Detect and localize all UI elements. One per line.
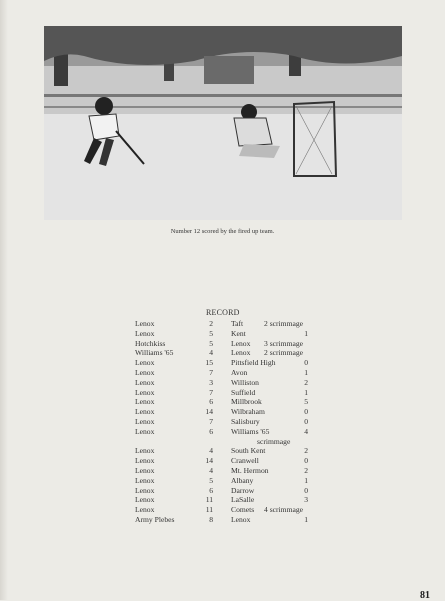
record-row	[0, 407, 445, 417]
record-team: Lenox	[135, 475, 155, 485]
record-row	[0, 505, 445, 515]
record-score: 3	[209, 377, 213, 387]
record-score: 2	[209, 319, 213, 328]
record-note: scrimmage	[257, 436, 291, 446]
record-team: Lenox	[135, 397, 155, 407]
record-team: Lenox	[135, 358, 155, 368]
record-opponent: Cranwell	[231, 456, 259, 466]
record-opponent: Millbrook	[231, 397, 262, 407]
record-team: Lenox	[135, 426, 155, 436]
record-score: 15	[205, 358, 213, 368]
record-row	[0, 515, 445, 525]
record-score: 7	[209, 368, 213, 377]
record-team: Lenox	[135, 466, 155, 475]
record-row	[0, 339, 445, 349]
record-opponent: Mt. Hermon	[231, 466, 269, 475]
record-score: 4	[209, 466, 213, 475]
record-row	[0, 378, 445, 388]
record-team: Lenox	[135, 319, 155, 328]
record-score: 4	[209, 446, 213, 456]
record-opponent: Albany	[231, 475, 254, 485]
record-row	[0, 388, 445, 398]
record-score: 11	[205, 495, 213, 505]
record-score: 14	[205, 456, 213, 466]
record-row	[0, 348, 445, 358]
page-number: 81	[420, 590, 430, 601]
record-row	[0, 358, 445, 368]
record-team: Lenox	[135, 328, 155, 338]
record-opponent: Darrow	[231, 485, 255, 495]
record-row	[0, 486, 445, 496]
record-title: RECORD	[206, 308, 240, 317]
record-opponent: Williams '65	[231, 426, 270, 436]
record-team: Lenox	[135, 377, 155, 387]
record-team: Lenox	[135, 407, 155, 417]
hockey-photo-illustration	[44, 26, 402, 220]
record-team: Army Plebes	[135, 515, 175, 524]
photo-caption: Number 12 scored by the fired up team.	[170, 228, 275, 235]
record-opponent-score: 0	[304, 407, 308, 417]
record-opponent: Wilbraham	[231, 407, 265, 417]
record-note-row	[0, 437, 445, 447]
record-score: 5	[209, 475, 213, 485]
record-score: 11	[205, 505, 213, 515]
record-row	[0, 397, 445, 407]
record-row	[0, 329, 445, 339]
record-row	[0, 319, 445, 329]
record-opponent: Taft	[231, 319, 244, 328]
record-opponent-score: 2 scrimmage	[264, 319, 304, 328]
record-opponent: Lenox	[231, 515, 251, 524]
record-opponent-score: 1	[304, 328, 308, 338]
record-opponent: Lenox	[231, 338, 251, 348]
hockey-photo	[44, 26, 402, 220]
record-score: 6	[209, 485, 213, 495]
record-opponent: Kent	[231, 328, 246, 338]
record-score: 6	[209, 426, 213, 436]
record-team: Lenox	[135, 505, 155, 515]
record-opponent: Comets	[231, 505, 255, 515]
record-team: Lenox	[135, 446, 155, 456]
record-opponent: Pittsfield High	[231, 358, 276, 368]
record-opponent-score: 4	[304, 426, 308, 436]
record-row	[0, 495, 445, 505]
record-row	[0, 456, 445, 466]
record-row	[0, 417, 445, 427]
record-opponent: South Kent	[231, 446, 266, 456]
record-score: 4	[209, 348, 213, 358]
record-opponent-score: 3	[304, 495, 308, 505]
record-row	[0, 446, 445, 456]
record-score: 7	[209, 387, 213, 397]
record-opponent-score: 2	[304, 377, 308, 387]
record-score: 6	[209, 397, 213, 407]
record-opponent-score: 1	[304, 475, 308, 485]
record-team: Lenox	[135, 387, 155, 397]
record-opponent: Lenox	[231, 348, 251, 358]
record-opponent-score: 0	[304, 485, 308, 495]
record-team: Lenox	[135, 495, 155, 505]
record-team: Lenox	[135, 417, 155, 426]
record-team: Lenox	[135, 368, 155, 377]
record-opponent-score: 0	[304, 417, 308, 426]
record-team: Williams '65	[135, 348, 174, 358]
record-score: 5	[209, 328, 213, 338]
record-opponent: Salisbury	[231, 417, 260, 426]
record-opponent-score: 2	[304, 446, 308, 456]
record-opponent-score: 2 scrimmage	[264, 348, 304, 358]
record-opponent: Williston	[231, 377, 259, 387]
record-row	[0, 368, 445, 378]
record-row	[0, 427, 445, 437]
record-row	[0, 476, 445, 486]
record-opponent-score: 1	[304, 515, 308, 524]
record-opponent-score: 2	[304, 466, 308, 475]
record-score: 5	[209, 338, 213, 348]
record-team: Hotchkiss	[135, 338, 166, 348]
record-opponent-score: 0	[304, 358, 308, 368]
record-opponent-score: 3 scrimmage	[264, 338, 304, 348]
record-team: Lenox	[135, 456, 155, 466]
record-opponent: LaSalle	[231, 495, 255, 505]
record-opponent-score: 5	[304, 397, 308, 407]
record-team: Lenox	[135, 485, 155, 495]
record-opponent-score: 1	[304, 387, 308, 397]
record-row	[0, 466, 445, 476]
record-score: 7	[209, 417, 213, 426]
record-opponent: Avon	[231, 368, 248, 377]
record-score: 14	[205, 407, 213, 417]
record-opponent-score: 4 scrimmage	[264, 505, 304, 515]
record-opponent-score: 1	[304, 368, 308, 377]
record-opponent: Suffield	[231, 387, 256, 397]
record-score: 8	[209, 515, 213, 524]
record-opponent-score: 0	[304, 456, 308, 466]
